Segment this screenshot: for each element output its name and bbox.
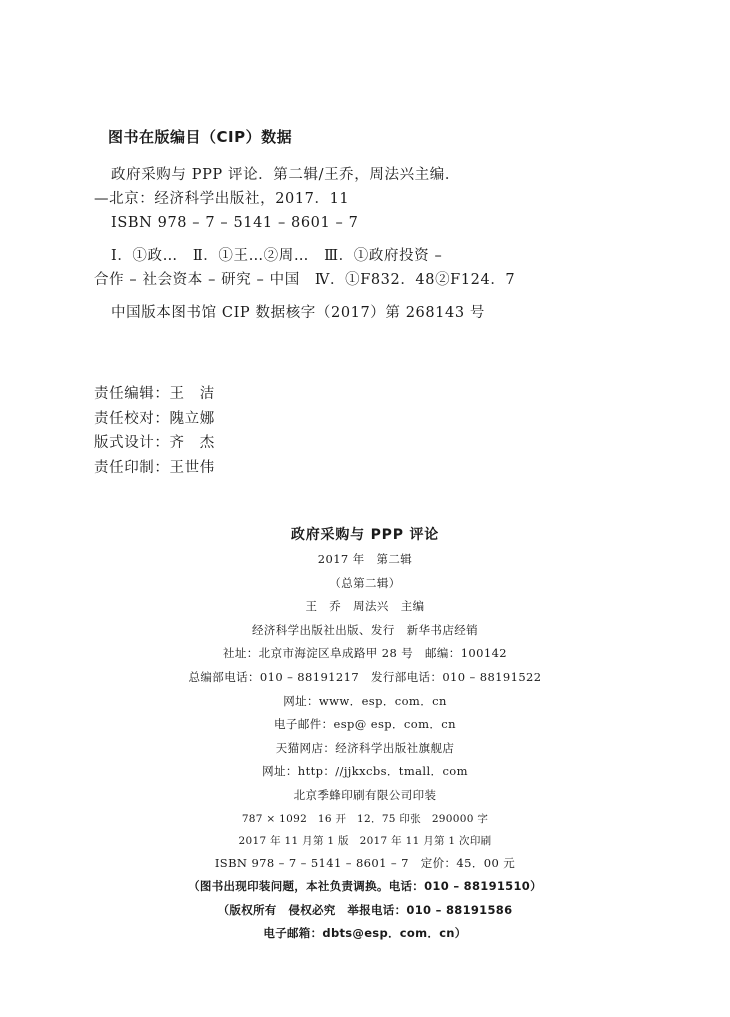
email: 电子邮件：esp@ esp．com．cn: [274, 717, 456, 732]
staff-credits: [94, 382, 215, 480]
cip-publisher-line: —北京：经济科学出版社，2017．11: [94, 191, 350, 207]
publisher: 经济科学出版社出版、发行 新华书店经销: [251, 622, 479, 637]
cip-heading: 图书在版编目（CIP）数据: [108, 128, 293, 146]
phones: 总编部电话：010 – 88191217 发行部电话：010 – 88191522: [188, 669, 542, 684]
book-title: 政府采购与 PPP 评论: [290, 527, 440, 543]
address: 社址：北京市海淀区阜成路甲 28 号 邮编：100142: [222, 646, 508, 661]
specs: 787 × 1092 16 开 12．75 印张 290000 字: [241, 812, 489, 825]
cip-block: [94, 126, 654, 325]
notice-email: 电子邮箱：dbts@esp．com．cn）: [263, 926, 467, 941]
imprint-block: [0, 523, 730, 946]
cip-title-line: 政府采购与 PPP 评论．第二辑/王乔，周法兴主编．: [111, 167, 460, 183]
edition: 2017 年 11 月第 1 版 2017 年 11 月第 1 次印刷: [238, 834, 492, 847]
total-issue: （总第二辑）: [329, 575, 401, 590]
isbn-price: ISBN 978 – 7 – 5141 – 8601 – 7 定价：45．00 元: [214, 855, 516, 870]
notice-rights: （版权所有 侵权必究 举报电话：010 – 88191586: [217, 902, 513, 917]
tmall-url: 网址：http：//jjkxcbs．tmall．com: [262, 764, 468, 779]
editor-in-charge: 责任编辑：王 洁: [94, 386, 215, 402]
year-issue: 2017 年 第二辑: [317, 552, 413, 566]
tmall-store: 天猫网店：经济科学出版社旗舰店: [275, 740, 455, 755]
website: 网址：www．esp．com．cn: [283, 693, 447, 708]
cip-subject-line: Ⅰ．①政… Ⅱ．①王…②周… Ⅲ．①政府投资 –: [111, 248, 443, 264]
printer: 北京季蜂印刷有限公司印装: [293, 787, 437, 802]
cip-record-number-line: 中国版本图书馆 CIP 数据核字（2017）第 268143 号: [111, 305, 485, 321]
editors: 王 乔 周法兴 主编: [305, 599, 425, 614]
cip-isbn-line: ISBN 978 – 7 – 5141 – 8601 – 7: [111, 215, 359, 231]
notice-return: （图书出现印装问题，本社负责调换。电话：010 – 88191510）: [188, 879, 542, 894]
cip-classification-line: 合作 – 社会资本 – 研究 – 中国 Ⅳ．①F832．48②F124．7: [94, 272, 516, 288]
layout-designer: 版式设计：齐 杰: [94, 435, 215, 451]
proofreader: 责任校对：隗立娜: [94, 410, 215, 427]
print-manager: 责任印制：王世伟: [94, 459, 215, 476]
